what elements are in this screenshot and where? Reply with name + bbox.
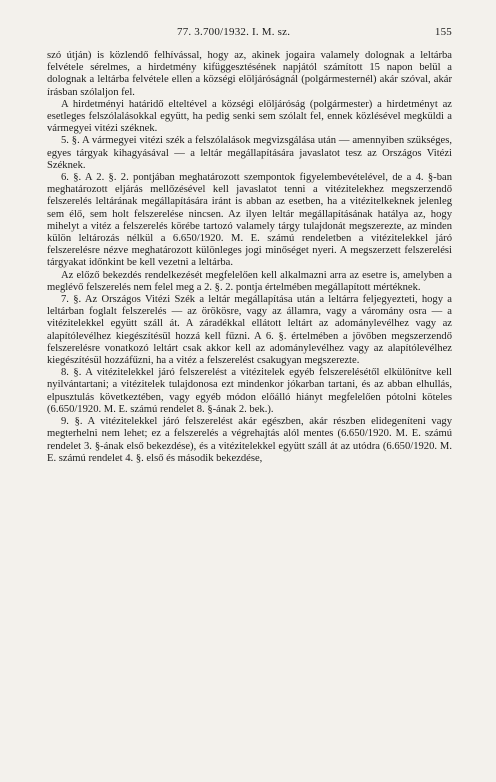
paragraph: 5. §. A vármegyei vitézi szék a felszólalások megvizsgálása után — amennyiben szükséges, egyes tárgyak kihagyásával — a leltár megállapítására javaslatot tesz az Országos Vitézi Széknek.: [47, 135, 452, 171]
paragraph: szó útján) is közlendő felhívással, hogy az, akinek jogaira valamely dolognak a leltárba felvétele sérelmes, a hirdetmény kifüggesztésének napjától számított 15 napon belül a dolognak a leltárba felvétele ellen a községi elöljáróságnál (polgármesternél) akár szóval, akár írásban szólaljon fel.: [47, 50, 452, 98]
paragraph: 8. §. A vitézitelekkel járó felszerelést a vitézitelek egyéb felszerelésétől elkülönítve kell nyilvántartani; a vitézitelek tulajdonosa ezt mindenkor jókarban tartani, és az abban elhullás, elpusztulás következtében, vagy egyéb módon előálló hiányt megfelelően pótolni köteles (6.650/1920. M. E. számú rendelet 8. §-ának 2. bek.).: [47, 367, 452, 415]
paragraph: Az előző bekezdés rendelkezését megfelelően kell alkalmazni arra az esetre is, amelyben a meglévő felszerelés nem felel meg a 2. §. 2. pontja értelmében megállapított mértéknek.: [47, 269, 452, 293]
header-reference: 77. 3.700/1932. I. M. sz.: [177, 26, 291, 38]
paragraph: 6. §. A 2. §. 2. pontjában meghatározott szempontok figyelembevételével, de a 4. §-ban meghatározott eljárás mellőzésével kell javaslatot tenni a vitézitelekhez megszerzendő felszerelés leltárának megállapítására iránt is abban az esetben, ha a vitézitelkeknek jelenleg sem élő, sem holt felszerelése nincsen. Az ilyen leltár megállapításának hatálya az, hogy mihelyt a vitéz a felszerelés körébe tartozó valamely tárgy tulajdonát megszerezte, az minden külön leltározás nélkül a 6.650/1920. M. E. számú rendeletben a vitézitelekkel járó felszerelésre nézve meghatározott különleges jogi minőséget nyeri. A megszerzett felszerelési tárgyakat időnkint be kell vezetni a leltárba.: [47, 172, 452, 269]
paragraph: A hirdetményi határidő elteltével a községi elöljáróság (polgármester) a hirdetményt az esetleges felszólalásokkal együtt, ha pedig senki sem szólalt fel, ennek közlésével megküldi a vármegyei vitézi széknek.: [47, 98, 452, 135]
paragraph: 9. §. A vitézitelekkel járó felszerelést akár egészben, akár részben elidegeníteni vagy megterhelni nem lehet; ez a felszerelés a végrehajtás alól mentes (6.650/1920. M. E. számú rendelet 3. §-ának első bekezdése), és a vitézitelekkel együtt száll át az utódra (6.650/1920. M. E. számú rendelet 4. §. első és második bekezdése,: [47, 416, 452, 464]
page-header: [47, 26, 452, 48]
page-number: 155: [434, 26, 452, 38]
paragraph: 7. §. Az Országos Vitézi Szék a leltár megállapítása után a leltárra feljegyezteti, hogy a leltárban foglalt felszerelés — az örökösre, vagy az államra, vagy a váromány osra — a vitézitelekkel együtt száll át. A záradékkal ellátott leltárt az adománylevélhez vagy az alapítólevélhez kiegészítésül hozzá kell fűzni. A 6. §. értelmében a jövőben megszerzendő felszerelésre vonatkozó leltárt csak akkor kell az adománylevélhez vagy az alapítólevélhez kiegészítésül hozzáfűzni, ha a vitéz a felszerelést csakugyan megszerezte.: [47, 294, 452, 367]
document-body: [47, 50, 452, 465]
